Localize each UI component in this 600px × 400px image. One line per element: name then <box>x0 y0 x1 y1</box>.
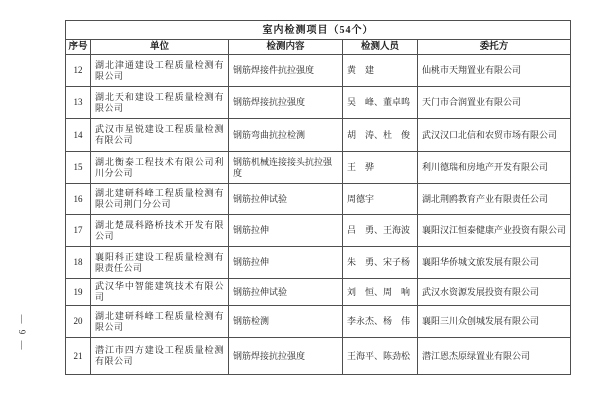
page-number: — 9 — <box>17 314 27 352</box>
cell-no: 21 <box>66 338 91 375</box>
table-row <box>66 152 571 184</box>
cell-content: 钢筋拉伸 <box>229 247 343 279</box>
cell-content: 钢筋拉伸试验 <box>229 184 343 215</box>
cell-content: 钢筋拉伸试验 <box>229 279 343 306</box>
cell-unit: 襄阳科正建设工程质量检测有限责任公司 <box>91 247 229 279</box>
cell-unit: 湖北天和建设工程质量检测有限公司 <box>91 87 229 119</box>
cell-unit: 湖北津通建设工程质量检测有限公司 <box>91 55 229 87</box>
cell-personnel: 王 骅 <box>343 152 418 184</box>
cell-content: 钢筋检测 <box>229 306 343 338</box>
table-row <box>66 184 571 215</box>
cell-personnel: 刘 恒、周 响 <box>343 279 418 306</box>
cell-unit: 湖北建研科峰工程质量检测有限公司荆门分公司 <box>91 184 229 215</box>
cell-client: 武汉汉口北信和农贸市场有限公司 <box>418 119 571 152</box>
table-row <box>66 87 571 119</box>
cell-client: 武汉水资源发展投资有限公司 <box>418 279 571 306</box>
cell-client: 仙桃市天翔置业有限公司 <box>418 55 571 87</box>
column-header-content: 检测内容 <box>229 40 343 55</box>
cell-no: 19 <box>66 279 91 306</box>
cell-unit: 湖北衡泰工程技术有限公司利川分公司 <box>91 152 229 184</box>
cell-content: 钢筋焊接抗拉强度 <box>229 87 343 119</box>
column-header-unit: 单位 <box>91 40 229 55</box>
table-row <box>66 215 571 247</box>
cell-personnel: 李永杰、杨 伟 <box>343 306 418 338</box>
table-row <box>66 247 571 279</box>
cell-client: 襄阳三川众创城发展有限公司 <box>418 306 571 338</box>
cell-no: 16 <box>66 184 91 215</box>
cell-content: 钢筋焊接件抗拉强度 <box>229 55 343 87</box>
cell-unit: 武汉华中智能建筑技术有限公司 <box>91 279 229 306</box>
cell-no: 12 <box>66 55 91 87</box>
cell-unit: 湖北楚晟科路桥技术开发有限公司 <box>91 215 229 247</box>
cell-no: 18 <box>66 247 91 279</box>
table-row <box>66 55 571 87</box>
column-header-personnel: 检测人员 <box>343 40 418 55</box>
cell-client: 利川德瑞和房地产开发有限公司 <box>418 152 571 184</box>
column-header-client: 委托方 <box>418 40 571 55</box>
inspection-table <box>65 20 571 375</box>
table-title-row <box>66 21 571 40</box>
table-row <box>66 279 571 306</box>
cell-personnel: 吕 勇、王海波 <box>343 215 418 247</box>
column-header-no: 序号 <box>66 40 91 55</box>
cell-no: 17 <box>66 215 91 247</box>
cell-unit: 湖北建研科峰工程质量检测有限公司 <box>91 306 229 338</box>
cell-client: 襄阳汉江恒泰健康产业投资有限公司 <box>418 215 571 247</box>
table-row <box>66 306 571 338</box>
cell-client: 襄阳华侨城文旅发展有限公司 <box>418 247 571 279</box>
cell-no: 13 <box>66 87 91 119</box>
table-title: 室内检测项目（54个） <box>66 21 571 40</box>
cell-client: 潜江恩杰原绿置业有限公司 <box>418 338 571 375</box>
cell-unit: 潜江市四方建设工程质量检测有限公司 <box>91 338 229 375</box>
cell-content: 钢筋弯曲抗拉检测 <box>229 119 343 152</box>
cell-personnel: 胡 涛、杜 俊 <box>343 119 418 152</box>
cell-unit: 武汉市星锐建设工程质量检测有限公司 <box>91 119 229 152</box>
cell-no: 14 <box>66 119 91 152</box>
table-row <box>66 338 571 375</box>
cell-personnel: 朱 勇、宋子杨 <box>343 247 418 279</box>
cell-content: 钢筋焊接抗拉强度 <box>229 338 343 375</box>
table-header-row <box>66 40 571 55</box>
table-row <box>66 119 571 152</box>
cell-personnel: 王海平、陈劲松 <box>343 338 418 375</box>
cell-personnel: 周德宇 <box>343 184 418 215</box>
cell-client: 湖北荆鸥教育产业有限责任公司 <box>418 184 571 215</box>
cell-client: 天门市合润置业有限公司 <box>418 87 571 119</box>
cell-personnel: 吴 峰、董卓鸣 <box>343 87 418 119</box>
cell-no: 15 <box>66 152 91 184</box>
cell-content: 钢筋机械连接接头抗拉强度 <box>229 152 343 184</box>
cell-content: 钢筋拉伸 <box>229 215 343 247</box>
cell-no: 20 <box>66 306 91 338</box>
cell-personnel: 黄 建 <box>343 55 418 87</box>
